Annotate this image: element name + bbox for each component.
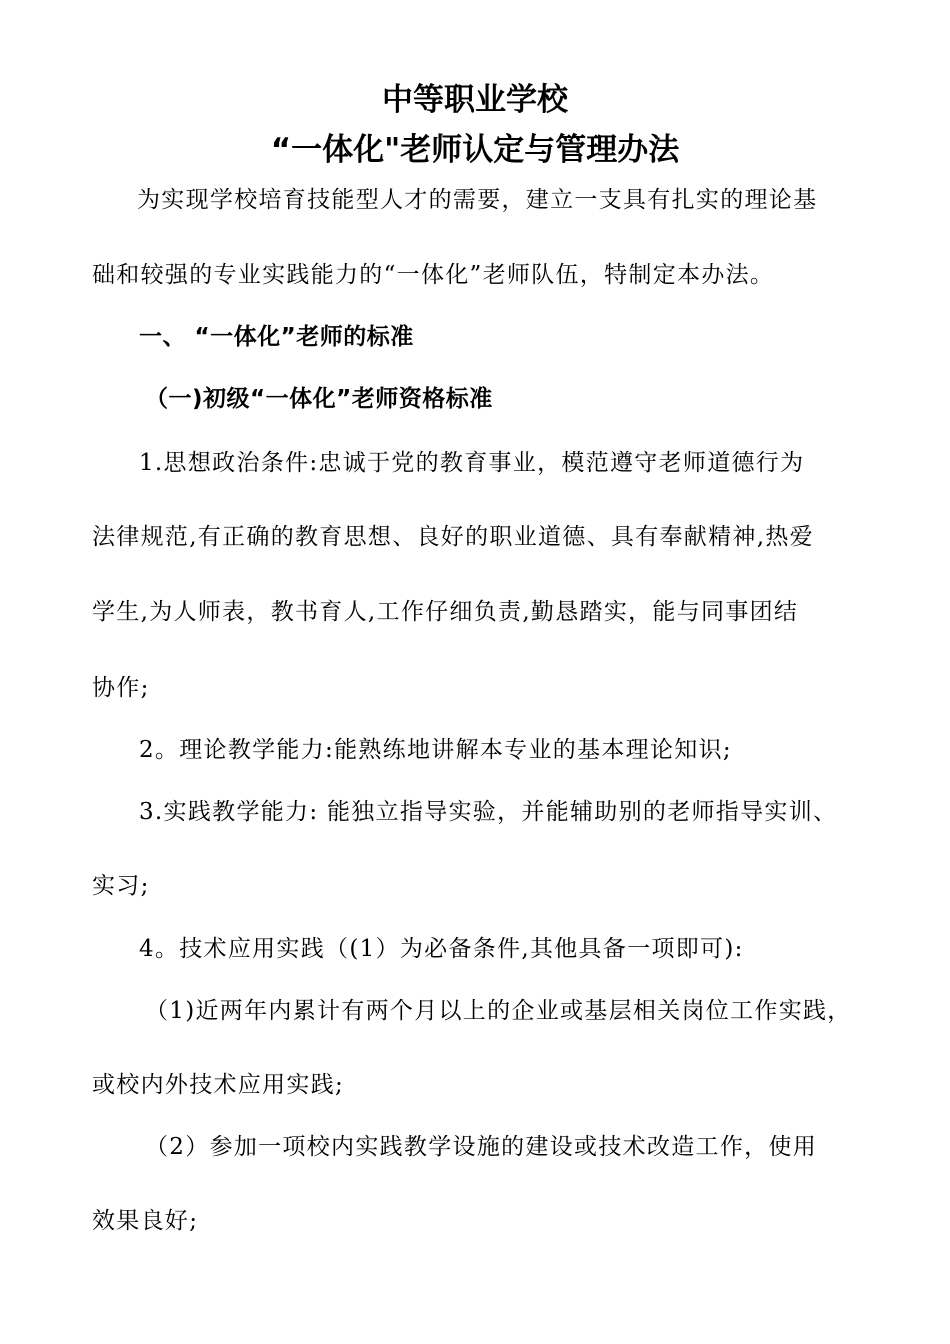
subsection-heading: （一)初级“一体化”老师资格标准	[145, 386, 493, 412]
document-title-line1: 中等职业学校	[382, 82, 568, 118]
sub-item1-line2: 或校内外技术应用实践;	[92, 1072, 345, 1098]
item1-line3: 学生,为人师表，教书育人,工作仔细负责,勤恳踏实，能与同事团结	[92, 599, 799, 625]
intro-paragraph-line1: 为实现学校培育技能型人才的需要，建立一支具有扎实的理论基	[137, 187, 818, 213]
item2-line1: 2。理论教学能力:能熟练地讲解本专业的基本理论知识;	[139, 737, 732, 763]
sub-item1-line1: （1)近两年内累计有两个月以上的企业或基层相关岗位工作实践，	[145, 998, 852, 1024]
item1-line1: 1.思想政治条件:忠诚于党的教育事业，模范遵守老师道德行为	[139, 450, 805, 476]
item3-line2: 实习;	[92, 873, 150, 899]
item4-line1: 4。技术应用实践（(1）为必备条件,其他具备一项即可):	[139, 936, 744, 962]
sub-item2-line2: 效果良好;	[92, 1208, 199, 1234]
section-heading: 一、 “一体化”老师的标准	[139, 324, 414, 350]
intro-paragraph-line2: 础和较强的专业实践能力的“一体化”老师队伍，特制定本办法。	[92, 262, 775, 288]
item1-line4: 协作;	[92, 675, 150, 701]
sub-item2-line1: （2）参加一项校内实践教学设施的建设或技术改造工作，使用	[145, 1134, 818, 1160]
item1-line2: 法律规范,有正确的教育思想、良好的职业道德、具有奉献精神,热爱	[92, 524, 814, 550]
item3-line1: 3.实践教学能力: 能独立指导实验，并能辅助别的老师指导实训、	[139, 799, 838, 825]
document-title-line2: “一体化"老师认定与管理办法	[270, 132, 680, 168]
